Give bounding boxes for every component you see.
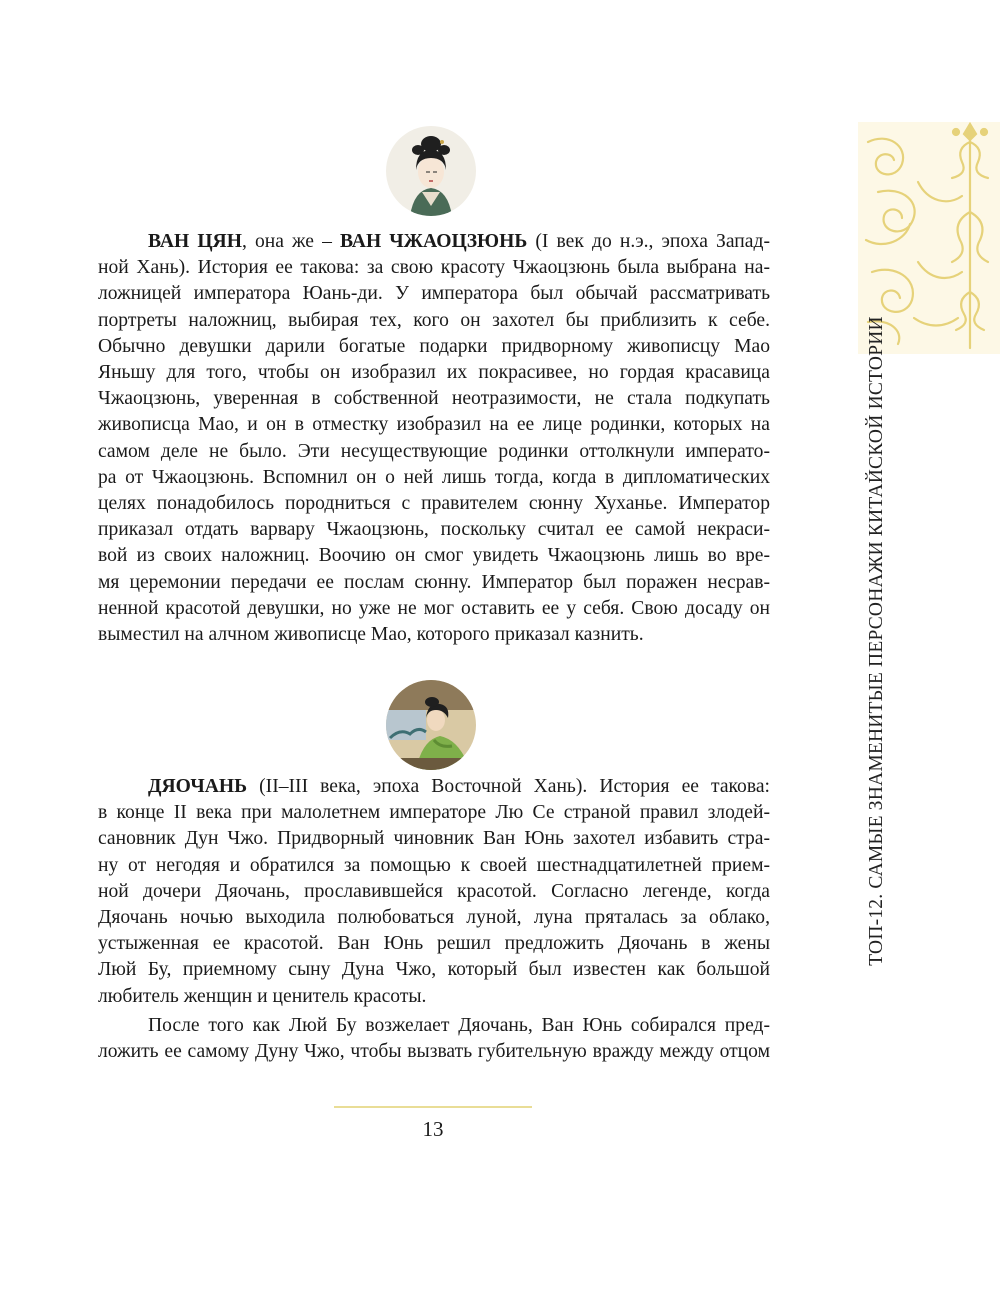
text-line: ной дочери Дяочань, прославившейся красотой. Согласно легенде, когда bbox=[98, 880, 770, 902]
section-continuation bbox=[98, 1013, 770, 1065]
section-diaochan bbox=[98, 774, 770, 1010]
text-line: мя церемонии передачи ее послам сюнну. Император был поражен несрав- bbox=[98, 571, 770, 593]
heading-name-diaochan: ДЯОЧАНЬ bbox=[148, 776, 248, 797]
text-line: портреты наложниц, выбирая тех, кого он захотел бы приблизить к себе. bbox=[98, 309, 770, 331]
portrait-diaochan bbox=[386, 680, 476, 770]
text-line: в конце II века при малолетнем императоре Лю Се страной правил злодей- bbox=[98, 802, 770, 824]
text-line: После того как Люй Бу возжелает Дяочань, Ван Юнь собирался пред- bbox=[148, 1015, 770, 1036]
text-line: ложницей императора Юань-ди. У императора был обычай рассматривать bbox=[98, 283, 770, 305]
text-line: любитель женщин и ценитель красоты. bbox=[98, 985, 427, 1007]
portrait-wang-zhaojun bbox=[386, 126, 476, 216]
text-line: выместил на алчном живописце Мао, которого приказал казнить. bbox=[98, 624, 644, 646]
text-line: ра от Чжаоцзюнь. Вспомнил он о ней лишь тогда, когда в дипломатических bbox=[98, 466, 770, 488]
running-head-text: ТОП-12. САМЫЕ ЗНАМЕНИТЫЕ ПЕРСОНАЖИ КИТАЙСКОЙ ИСТОРИИ bbox=[866, 316, 887, 966]
text-line: ненной красотой девушки, но уже не мог оставить ее у себя. Свою досаду он bbox=[98, 597, 770, 619]
text-line: приказал отдать варвару Чжаоцзюнь, поскольку считал ее самой некраси- bbox=[98, 519, 770, 541]
text-line: целях понадобилось породниться с правителем сюнну Хуханье. Император bbox=[98, 493, 770, 515]
text-line: Люй Бу, приемному сыну Дуна Чжо, который был известен как большой bbox=[98, 959, 770, 981]
footer-divider bbox=[334, 1106, 532, 1108]
section-wang-qiang bbox=[98, 229, 770, 648]
text-line: живописца Мао, и он в отместку изобразил на ее лице родинки, которых на bbox=[98, 414, 770, 436]
text-line: самом деле не было. Эти несуществующие родинки оттолкнули императо- bbox=[98, 440, 770, 462]
text-line: ной Хань). История ее такова: за свою красоту Чжаоцзюнь была выбрана на- bbox=[98, 257, 770, 279]
text-line: вой из своих наложниц. Воочию он смог увидеть Чжаоцзюнь лишь во вре- bbox=[98, 545, 770, 567]
text-line: ложить ее самому Дуну Чжо, чтобы вызвать губительную вражду между отцом bbox=[98, 1041, 770, 1063]
page-number: 13 bbox=[422, 1117, 444, 1141]
heading-name-wang-zhaojun: ВАН ЧЖАОЦЗЮНЬ bbox=[339, 231, 528, 252]
text-line: Обычно девушки дарили богатые подарки придворному живописцу Мао bbox=[98, 335, 770, 357]
text-line: ДЯОЧАНЬ (II–III века, эпоха Восточной Хань). История ее такова: bbox=[148, 776, 770, 797]
text-line: устыженная ее красотой. Ван Юнь решил предложить Дяочань в жены bbox=[98, 933, 770, 955]
heading-name-wang-qiang: ВАН ЦЯН bbox=[148, 231, 242, 252]
text-line: ну от негодяя и обратился за помощью к своей шестнадцатилетней прием- bbox=[98, 854, 770, 876]
text-line: Яньшу для того, чтобы он изобразил их покрасивее, но гордая красавица bbox=[98, 362, 770, 384]
text-line: сановник Дун Чжо. Придворный чиновник Ван Юнь захотел избавить стра- bbox=[98, 828, 770, 850]
text-line: ВАН ЦЯН, она же – ВАН ЧЖАОЦЗЮНЬ (I век до н.э., эпоха Запад- bbox=[148, 231, 770, 252]
text-line: Дяочань ночью выходила полюбоваться луной, луна пряталась за облако, bbox=[98, 907, 770, 929]
running-head bbox=[858, 316, 896, 966]
text-line: Чжаоцзюнь, уверенная в собственной неотразимости, не стала подкупать bbox=[98, 388, 770, 410]
